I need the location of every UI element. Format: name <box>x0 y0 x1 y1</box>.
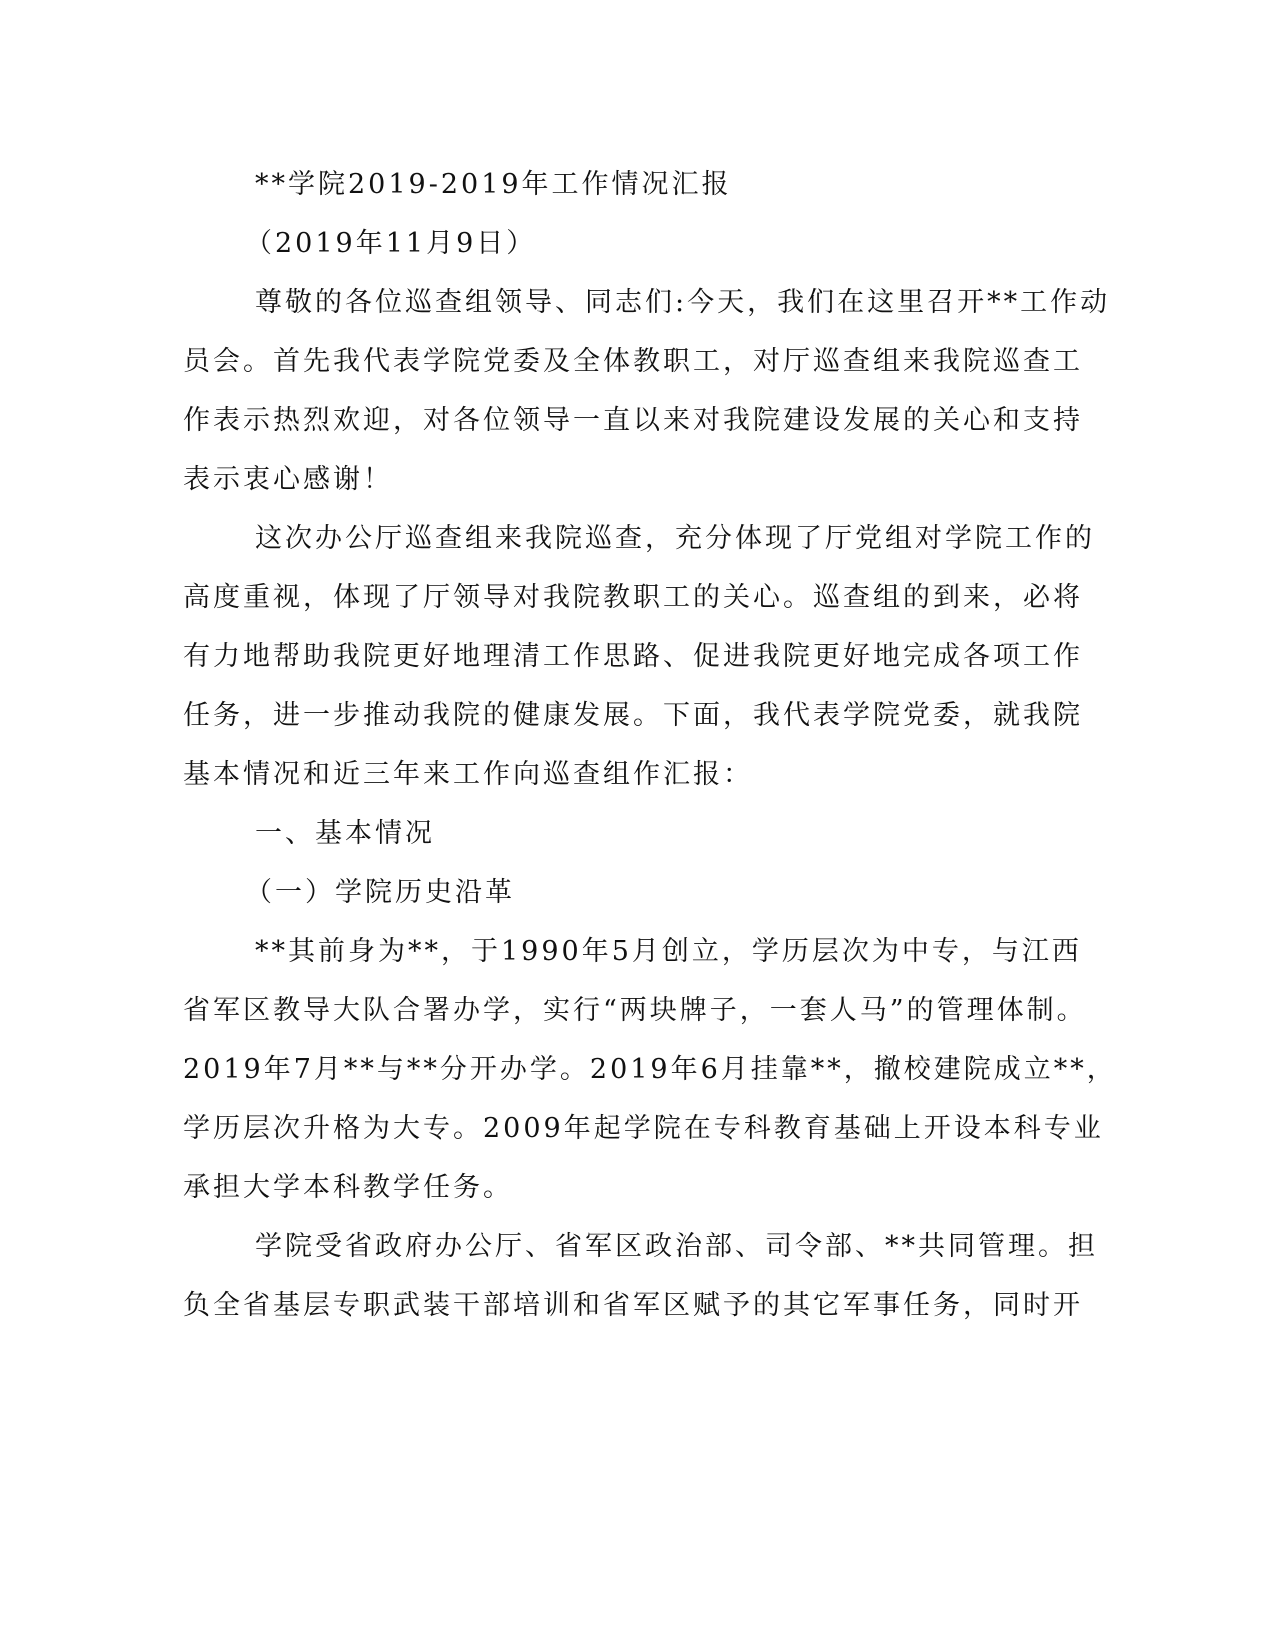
paragraph-line: 表示衷心感谢！ <box>183 464 393 495</box>
document-title: **学院2019-2019年工作情况汇报 <box>255 169 732 200</box>
paragraph-line: **其前身为**，于1990年5月创立，学历层次为中专，与江西 <box>255 936 1082 967</box>
paragraph-line: 负全省基层专职武装干部培训和省军区赋予的其它军事任务，同时开 <box>183 1290 1083 1321</box>
paragraph-line: 承担大学本科教学任务。 <box>183 1172 513 1203</box>
paragraph-line: 任务，进一步推动我院的健康发展。下面，我代表学院党委，就我院 <box>183 700 1083 731</box>
document-date: （2019年11月9日） <box>245 228 537 259</box>
subsection-heading: （一）学院历史沿革 <box>245 877 515 908</box>
paragraph-line: 省军区教导大队合署办学，实行“两块牌子，一套人马”的管理体制。 <box>183 995 1087 1026</box>
paragraph-line: 高度重视，体现了厅领导对我院教职工的关心。巡查组的到来，必将 <box>183 582 1083 613</box>
paragraph-line: 有力地帮助我院更好地理清工作思路、促进我院更好地完成各项工作 <box>183 641 1083 672</box>
paragraph-inspection <box>183 518 1095 813</box>
paragraph-welcome <box>183 282 1111 518</box>
paragraph-management <box>183 1226 1098 1344</box>
paragraph-line: 作表示热烈欢迎，对各位领导一直以来对我院建设发展的关心和支持 <box>183 405 1083 436</box>
section-heading: 一、基本情况 <box>255 818 435 849</box>
paragraph-line: 学历层次升格为大专。2009年起学院在专科教育基础上开设本科专业 <box>183 1113 1104 1144</box>
paragraph-history <box>183 931 1117 1226</box>
paragraph-line: 基本情况和近三年来工作向巡查组作汇报： <box>183 759 753 790</box>
paragraph-line: 2019年7月**与**分开办学。2019年6月挂靠**，撤校建院成立**， <box>183 1054 1117 1085</box>
document-body <box>183 164 1117 1344</box>
paragraph-line: 这次办公厅巡查组来我院巡查，充分体现了厅党组对学院工作的 <box>255 523 1095 554</box>
paragraph-line: 尊敬的各位巡查组领导、同志们:今天，我们在这里召开**工作动 <box>255 287 1111 318</box>
paragraph-line: 学院受省政府办公厅、省军区政治部、司令部、**共同管理。担 <box>255 1231 1098 1262</box>
paragraph-line: 员会。首先我代表学院党委及全体教职工，对厅巡查组来我院巡查工 <box>183 346 1083 377</box>
